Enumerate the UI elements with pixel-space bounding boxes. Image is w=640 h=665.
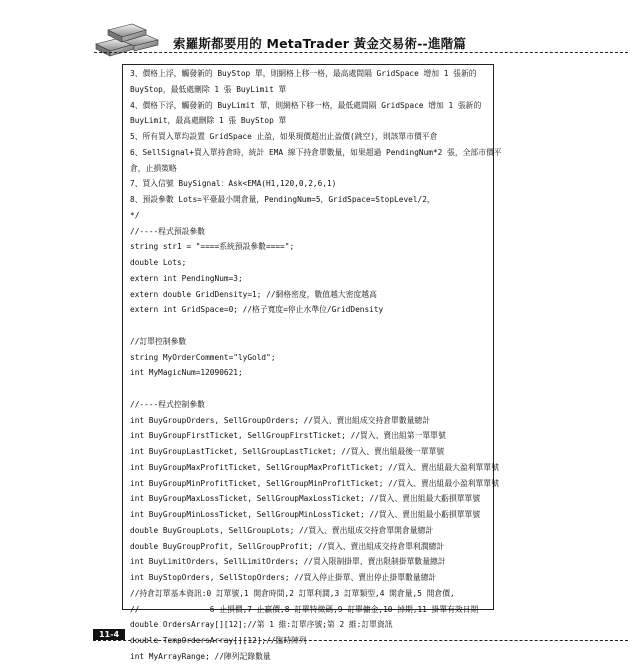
page-number: 11-4	[93, 629, 125, 640]
code-line: string MyOrderComment="lyGold";	[130, 352, 276, 362]
code-line: double BuyGroupLots, SellGroupLots; //買入、賣出組成交持倉單開倉量總計	[130, 525, 434, 535]
code-line: int BuyGroupMaxProfitTicket, SellGroupMaxProfitTicket; //買入、賣出組最大盈利單單號	[130, 462, 499, 472]
page-header	[0, 0, 640, 60]
code-line: int BuyGroupOrders, SellGroupOrders; //買入、賣出組成交持倉單數量總計	[130, 415, 431, 425]
code-line: //訂單控制參數	[130, 336, 187, 346]
code-line: 5、所有買入單均設置 GridSpace 止盈，如果現價超出止盈價(跳空)，則該單市價平倉	[130, 132, 438, 141]
code-line: double Lots;	[130, 258, 187, 267]
header-divider	[94, 52, 628, 53]
code-line: double TempOrdersArray[][12];//臨時陣列	[130, 636, 307, 645]
code-line: BuyLimit，最高處刪除 1 張 BuyStop 單	[130, 116, 287, 126]
code-line: //----程式控制參數	[130, 399, 205, 409]
code-line: double BuyGroupProfit, SellGroupProfit; //買入、賣出組成交持倉單利潤總計	[130, 541, 445, 551]
code-line: string str1 = "====系統預設參數====";	[130, 242, 295, 252]
code-line: int BuyStopOrders, SellStopOrders; //買入停止掛單、賣出停止掛單數量總計	[130, 573, 437, 582]
code-line: 7、買入信號 BuySignal：Ask<EMA(H1,120,0,2,6,1)	[130, 179, 337, 189]
code-line: 4、價格下浮，觸發新的 BuyLimit 單，則網格下移一格，最低處間隔 GridSpace 增加 1 張新的	[130, 100, 482, 110]
code-line: double OrdersArray[][12];//第 1 維:訂單序號;第 2 維:訂單資訊	[130, 620, 393, 630]
code-line: 8、預設參數 Lots=平臺最小開倉量，PendingNum=5，GridSpace=StopLevel/2，	[130, 195, 435, 204]
code-listing	[130, 66, 502, 665]
footer-divider	[93, 640, 628, 641]
code-line: int BuyLimitOrders, SellLimitOrders; //買入限制掛單、賣出限制掛單數量總計	[130, 557, 446, 567]
code-line: int BuyGroupMinLossTicket, SellGroupMinLossTicket; //買入、賣出組最小虧損單單號	[130, 510, 481, 519]
code-line: extern double GridDensity=1; //網格密度，數值越大密度越高	[130, 289, 377, 299]
code-line: 3、價格上浮，觸發新的 BuyStop 單，則網格上移一格，最高處間隔 GridSpace 增加 1 張新的	[130, 69, 477, 78]
code-line: extern int GridSpace=0; //格子寬度=停止水準位/GridDensity	[130, 305, 384, 315]
code-line: //持倉訂單基本資訊:0 訂單號,1 開倉時間,2 訂單利潤,3 訂單類型,4 開倉量,5 開倉價,	[130, 588, 455, 598]
code-line: // 6 止損價,7 止贏價,8 訂單特徵碼,9 訂單傭金,10 掉期,11 掛單有效日期	[130, 604, 479, 614]
code-line: 6、SellSignal+買入單持倉時，統計 EMA 線下持倉單數量，如果超過 PendingNum*2 張，全部市價平	[130, 147, 502, 157]
code-line: int MyMagicNum=12090621;	[130, 368, 243, 378]
book-title: 索羅斯都要用的 MetaTrader 黃金交易術--進階篇	[173, 36, 467, 51]
code-line	[130, 381, 490, 397]
code-line: BuyStop，最低處刪除 1 張 BuyLimit 單	[130, 84, 287, 94]
code-line: int BuyGroupMaxLossTicket, SellGroupMaxLossTicket; //買入、賣出組最大虧損單單號	[130, 494, 481, 504]
code-line: 倉，止損策略	[130, 163, 177, 173]
code-line: int BuyGroupLastTicket, SellGroupLastTicket; //買入、賣出組最後一單單號	[130, 447, 445, 456]
code-line: extern int PendingNum=3;	[130, 273, 243, 283]
code-line: //----程式預設參數	[130, 226, 205, 236]
code-line: */	[130, 210, 140, 220]
code-line: int MyArrayRange; //陣列記錄數量	[130, 651, 271, 661]
code-line: int BuyGroupMinProfitTicket, SellGroupMinProfitTicket; //買入、賣出組最小盈利單單號	[130, 478, 499, 488]
code-line: int BuyGroupFirstTicket, SellGroupFirstTicket; //買入、賣出組第一單單號	[130, 431, 446, 441]
code-line	[130, 318, 490, 334]
